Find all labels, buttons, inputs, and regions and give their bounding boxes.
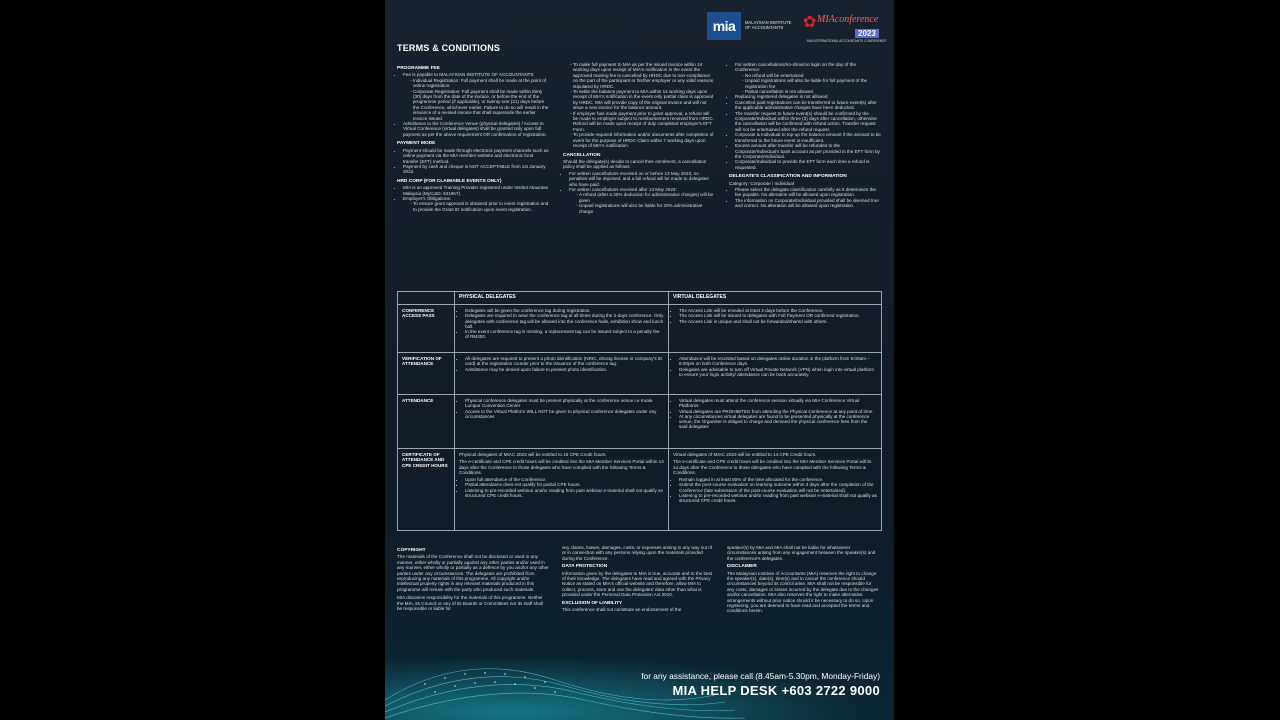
terms-column-1	[397, 62, 549, 212]
list-item: • Payment should be made through electronic payment channels such as online payment via the MIA member website and electronic fund transfer (EFT) method.	[403, 148, 549, 164]
paragraph: MIA disclaims responsibility for the materials of this programme. Neither the MIA, its Council or any of its Boards or Committees nor its staff shall be responsible or liable for	[397, 595, 543, 612]
paragraph: speaker(s) by MIA and MIA shall not be liable for whatsoever circumstances arising from any engagement between the speaker(s) and the conference's delegates.	[727, 545, 876, 561]
list-item: • Admittance to the Conference Venue (physical delegates) / Access to Virtual Conference (virtual delegates) shall be granted only upon full payment as per the above requirement OR confirmation of registration.	[403, 121, 549, 137]
list-item: • Physical conference delegates must be present physically at the conference venue i.e Kuala Lumpur Convention Center	[465, 398, 664, 409]
paragraph: Information given by the delegates to MIA is true, accurate and to the best of their knowledge. The delegates have read and agreed with the Privacy Notice as stated on MIA's official website and therefore, allow MIA to collect, process, store and use the delegates' data other than what is provided under the Personal Data Protection Act 2010.	[562, 570, 713, 598]
list-item: • Cancelled paid registrations can be transferred to future event(s) after the applicable administrative charges have been deducted.	[735, 100, 881, 111]
list-item: • Delegates are advisable to turn off Virtual Private Network (VPN) when login into virtual platform to ensure your login activity/ attendance can be track accurately.	[679, 367, 877, 378]
row-label: CONFERENCE ACCESS PASS	[398, 305, 455, 353]
conference-name: MIAconference	[817, 14, 879, 25]
hibiscus-icon: ✿	[803, 14, 817, 31]
list-item: - Individual Registration: Full payment shall be made at the point of online registration.	[413, 78, 549, 89]
list-item: • Please select the delegate classification carefully as it determines the fee payable. No alteration will be allowed upon registration.	[735, 187, 881, 198]
list-item: • Admittance may be denied upon failure to present photo identification.	[465, 367, 664, 372]
list-item: • For written cancellations/no-show/no login on the day of the Conference: - No refund will be entertained - Unpaid registrations will also be liable for full payment of the registration fee - Partial cancellation is not allowed.	[735, 62, 881, 94]
cell-text: Virtual delegates of MIAC 2023 will be entitled to 14 CPE Credit hours.	[673, 452, 817, 457]
help-desk-number: MIA HELP DESK +603 2722 9000	[672, 683, 880, 698]
hrd-list-cont	[563, 62, 715, 149]
section-heading: PROGRAMME FEE	[397, 66, 440, 71]
bottom-column-3	[727, 545, 879, 617]
paragraph: The Malaysian Institute of Accountants (MIA) reserves the right to change the speaker(s), date(s), time(s) and to cancel the conference should circumstances beyond its control arise. MIA shall not be responsible for any costs, damages or losses incurred by the delegate due to the changes and/or cancellation. MIA also reserves the right to make alternative arrangements without prior notice should it be necessary to do so. Upon registering, you are deemed to have read and accepted the terms and conditions herein.	[727, 570, 879, 614]
paragraph: This conference shall not constitute an endorsement of the	[562, 607, 682, 613]
table-header-row	[398, 292, 882, 305]
list-item: - Corporate Registration: Full payment shall be made within thirty (30) days from the date of the invoice, or before the end of the programme period (if applicable), or twenty-one (21) days before the Conference, whichever earlier. Failure to do so will result in the issuance of a revised invoice that shall supersede the earlier invoice issued.	[413, 89, 549, 121]
row-label: CERTIFICATE OF ATTENDANCE AND CPE CREDIT HOURS	[398, 449, 455, 531]
list-item: • Access to the Virtual Platform WILL NOT be given to physical conference delegates under any circumstances	[465, 409, 664, 420]
list-item: • Virtual delegates are PROHIBITED from attending the Physical Conference at any point of time.	[679, 409, 877, 414]
cell-text: The e-certificate and CPE credit hours will be credited into the MIA Member Services Portal within 14 days after the Conference to those delegates who have complied with the following Terms & Conditions.	[673, 459, 872, 475]
list-item: • For written cancellations received on or before 13 May 2023, no penalties will be imposed, and a full refund will be made to delegates who have paid.	[569, 171, 715, 187]
help-desk-hours: for any assistance, please call (8.45am-5.30pm, Monday-Friday)	[641, 671, 880, 681]
cancel-intro: Should the delegate(s) decide to cancel their enrolment, a cancellation policy shall be applied as follows:	[563, 158, 707, 170]
list-item: - Unpaid registrations will also be liable for full payment of the registration fee	[745, 78, 881, 89]
list-item: - Partial cancellation is not allowed.	[745, 89, 881, 94]
list-item: • Delegates are required to wear the conference tag at all times during the 2-days conference. Only delegates with conference tag will be allowed into the conference halls, exhibition show and lunch hall.	[465, 313, 664, 329]
class-list	[729, 187, 881, 209]
fee-list	[397, 72, 549, 137]
list-item: - Unpaid registrations will also be liable for 20% administrative charge	[579, 203, 715, 214]
row-label: VERIFICATION OF ATTENDANCE	[398, 353, 455, 395]
list-item: • The Access Link will be issued to delegates with Full Payment OR confirmed registration.	[679, 313, 877, 318]
list-item: • Attendance will be recorded based on delegates online duration in the platform from 9:00am – 6:00pm on both Conference days.	[679, 356, 877, 367]
table-header-physical: PHYSICAL DELEGATES	[455, 292, 669, 305]
bottom-column-1	[397, 545, 549, 614]
list-item: - A refund (after a 20% deduction for administrative charges) will be given	[579, 192, 715, 203]
table-cell	[669, 449, 882, 531]
cell-text: Physical delegates of MIAC 2023 will be entitled to 18 CPE Credit hours.	[459, 452, 607, 457]
mia-logo-text: MALAYSIAN INSTITUTE OF ACCOUNTANTS	[745, 20, 792, 30]
list-item: • Employer's Obligations: - To ensure grant approval is obtained prior to event registration and to provide the Grant ID notification upon event registration.	[403, 196, 549, 212]
list-item: • Partial attendance does not qualify for partial CPE hours.	[465, 482, 664, 487]
list-item: • All delegates are required to present a photo identification (NRIC, driving license or company's ID card) at the registration counter prior to the issuance of the conference tag.	[465, 356, 664, 367]
list-item: • MIA is an approved Training Provider registered under Institut Akauntan Malaysia (MyCoID: 631967).	[403, 185, 549, 196]
list-item: • Listening to pre-recorded webinar and/or reading from past webinar e-material shall not qualify as structured CPE credit hours.	[465, 488, 664, 499]
section-heading: DELEGATE'S CLASSIFICATION AND INFORMATION	[729, 174, 847, 180]
list-item: • Delegates will be given the conference tag during registration.	[465, 308, 664, 313]
list-item: • Fee is payable to MALAYSIAN INSTITUTE OF ACCOUNTANTS - Individual Registration: Full payment shall be made at the point of online registration. - Corporate Registration: Full payment shall be made within thirty (30) days from the date of the invoice, or before the end of the programme period (if applicable), or twenty-one (21) days before the Conference, whichever earlier. Failure to do so will result in the issuance of a revised invoice that shall supersede the earlier invoice issued.	[403, 72, 549, 121]
payment-list	[397, 148, 549, 175]
cell-text: The e-certificate and CPE credit hours will be credited into the MIA Member Services Portal within 14 days after the Conference to those delegates who have complied with the following Terms & Conditions.	[459, 459, 664, 475]
table-cell	[455, 305, 669, 353]
paragraph: The materials of the Conference shall not be disclosed or used in any manner, either wholly or partially against any other parties and/or used in any manner, either wholly or partially as a defence by you and/or any other parties under any circumstances. The delegates are prohibited from reproducing any materials of this programme. All copyright and/or intellectual property rights in any relevant materials produced in this programme will remain with the party who produced such materials.	[397, 554, 549, 592]
list-item: - No refund will be entertained	[745, 73, 881, 78]
list-item: - If employer has made payment prior to grant approval, a refund will be made to employer subject to reimbursement received from HRDC. Refund will be made upon receipt of duly completed employer's EFT Form.	[573, 111, 715, 133]
section-heading: COPYRIGHT	[397, 548, 426, 553]
table-cell	[455, 395, 669, 449]
list-item: • Replacing registered delegates is not allowed.	[735, 94, 881, 99]
conference-logo	[803, 12, 887, 44]
mia-logo: mia	[707, 12, 741, 40]
list-item: • Remain logged in at least 80% of the time allocated for the conference.	[679, 477, 877, 482]
list-item: • For written cancellations received after 13 May 2023: - A refund (after a 20% deduction for administrative charges) will be given - Unpaid registrations will also be liable for 20% administrative charge	[569, 187, 715, 214]
paragraph: any claims, losses, damages, costs, or expenses arising in any way out of or in connection with any persons relying upon the materials provided during the Conference.	[562, 545, 713, 561]
table-cell	[669, 305, 882, 353]
list-item: • Excess amount after transfer will be refunded to the Corporate/Individual's bank account as per provided in the EFT form by the Corporate/Individual.	[735, 143, 881, 159]
list-item: - To provide required information and/or documents after completion of event for the purpose of HRDC Claim within 7 working days upon receipt of MIA's notification.	[573, 132, 715, 148]
bottom-column-2	[562, 545, 714, 615]
cancel-list-cont	[729, 62, 881, 170]
cancel-list	[563, 171, 715, 214]
list-item: • Corporate & Individual to top-up the balance amount if the amount to be transferred to the future event is insufficient.	[735, 132, 881, 143]
list-item: • Upon full attendance of the Conference.	[465, 477, 664, 482]
list-item: • In the event conference tag is missing, a replacement tag can be issued subject to a penalty fee of RM200.	[465, 329, 664, 340]
table-row	[398, 395, 882, 449]
section-heading: DISCLAIMER	[727, 564, 757, 570]
table-cell	[669, 395, 882, 449]
class-category: Category: Corporate / Individual	[729, 180, 794, 186]
delegates-table	[397, 291, 882, 531]
list-item: - To make full payment to MIA as per the issued Invoice within 14 working days upon receipt of MIA's notification in the event the approved training fee is cancelled by HRDC due to non-compliance on the part of the participant or his/her employer or any valid reasons stipulated by HRDC.	[573, 62, 715, 89]
table-cell	[455, 353, 669, 395]
list-item: • Corporate/Individual to provide the EFT form each time a refund is requested.	[735, 159, 881, 170]
hrd-list	[397, 185, 549, 212]
terms-column-3	[729, 62, 881, 209]
table-row	[398, 305, 882, 353]
terms-column-2	[563, 62, 715, 214]
section-heading: PAYMENT MODE	[397, 141, 436, 147]
list-item: • The transfer request to future event(s) should be confirmed by the Corporate/Individual within three (3) days after cancellation, otherwise the cancellation will be confirmed with refund action. Transfer request will not be entertained after the refund request.	[735, 111, 881, 133]
section-heading: CANCELLATION	[563, 152, 601, 158]
row-label: ATTENDANCE	[398, 395, 455, 449]
list-item: • Listening to pre-recorded webinar and/or reading from past webinar e-material shall not qualify as structured CPE credit hours.	[679, 493, 877, 504]
table-row	[398, 449, 882, 531]
table-cell	[669, 353, 882, 395]
table-cell	[455, 449, 669, 531]
table-header-virtual: VIRTUAL DELEGATES	[669, 292, 882, 305]
list-item: - To ensure grant approval is obtained prior to event registration and to provide the Grant ID notification upon event registration.	[413, 201, 549, 212]
section-heading: HRD CORP (FOR CLAIMABLE EVENTS ONLY)	[397, 178, 502, 184]
list-item: • The Access Link will be emailed at least 2-days before the Conference.	[679, 308, 877, 313]
conference-subtitle: MIA INTERNATIONAL ACCOUNTANTS CONFERENCE	[807, 39, 887, 43]
section-heading: EXCLUSION OF LIABILITY	[562, 600, 623, 606]
list-item: • At any circumstances virtual delegates are found to be presented physically at the conference venue, the Organiser is obliged to charge and demand the physical conference fees from the said delegates	[679, 414, 877, 430]
list-item: - To settle the balance payment to MIA within 14 working days upon receipt of MIA's notification in the event only partial claim is approved by HRDC. MIA will provide copy of the original invoice and will not issue a new invoice for the balance amount.	[573, 89, 715, 111]
list-item: • Submit the post-course evaluation on learning outcome within 3 days after the completion of the Conference (late submission of the post-course evaluation will not be entertained).	[679, 482, 877, 493]
section-heading: DATA PROTECTION	[562, 564, 608, 570]
list-item: • The Access Link is unique and shall not be forwarded/shared with others.	[679, 319, 877, 324]
page-title: TERMS & CONDITIONS	[397, 43, 501, 53]
list-item: • The information on Corporate/Individual provided shall be deemed true and correct. No alteration will be allowed upon registration.	[735, 198, 881, 209]
table-row	[398, 353, 882, 395]
list-item: • Virtual delegates must attend the conference session virtually via MIA Conference Virtual Platforms.	[679, 398, 877, 409]
list-item: • Payment by cash and cheque is NOT ACCEPTABLE from 1st January 2022.	[403, 164, 549, 175]
table-header-empty	[398, 292, 455, 305]
terms-poster	[385, 0, 894, 720]
conference-year: 2023	[855, 29, 879, 38]
